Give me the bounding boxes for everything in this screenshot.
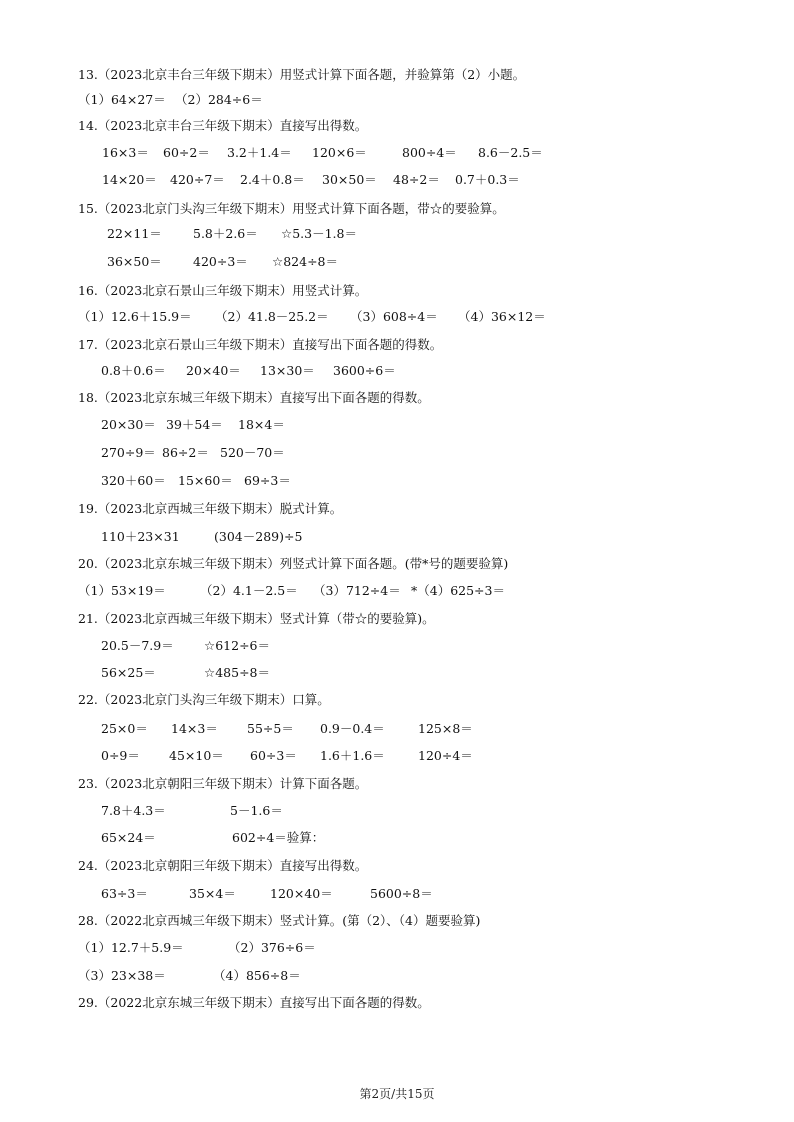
problem-item: 14×3＝ — [171, 721, 218, 736]
heading-text: 22.（2023北京门头沟三年级下期末）口算。 — [78, 692, 330, 707]
problem-item: 14×20＝ — [102, 172, 157, 187]
problem-item: 20.5－7.9＝ — [101, 638, 174, 653]
problem-item: 16×3＝ — [102, 145, 149, 160]
problem-item: ☆612÷6＝ — [204, 638, 270, 653]
problem-item: 5.8＋2.6＝ — [193, 226, 258, 241]
heading-text: 21.（2023北京西城三年级下期末）竖式计算（带☆的要验算)。 — [78, 611, 435, 626]
problem-item: 120÷4＝ — [418, 748, 473, 763]
problem-item: （2）376÷6＝ — [228, 940, 316, 955]
problem-item: （3）608÷4＝ — [350, 309, 438, 324]
problem-item: 1.6＋1.6＝ — [320, 748, 385, 763]
heading-text: 24.（2023北京朝阳三年级下期末）直接写出得数。 — [78, 858, 368, 873]
problem-item: 8.6－2.5＝ — [478, 145, 543, 160]
problem-item: 5600÷8＝ — [370, 886, 433, 901]
heading-text: 14.（2023北京丰台三年级下期末）直接写出得数。 — [78, 118, 368, 133]
problem-item: 36×50＝ — [107, 254, 162, 269]
problem-item: 60÷3＝ — [250, 748, 297, 763]
problem-item: 0.8＋0.6＝ — [101, 363, 166, 378]
problem-item: （4）856÷8＝ — [213, 968, 301, 983]
heading-text: 28.（2022北京西城三年级下期末）竖式计算。(第（2）、（4）题要验算) — [78, 913, 481, 928]
problem-item: 55÷5＝ — [247, 721, 294, 736]
problem-item: ☆824÷8＝ — [272, 254, 338, 269]
problem-item: 20×40＝ — [186, 363, 241, 378]
problem-item: 800÷4＝ — [402, 145, 457, 160]
problem-item: 18×4＝ — [238, 417, 285, 432]
problem-item: 3.2＋1.4＝ — [227, 145, 292, 160]
problem-item: 48÷2＝ — [393, 172, 440, 187]
problem-item: 270÷9＝ — [101, 445, 156, 460]
problem-item: （2）4.1－2.5＝ — [200, 583, 298, 598]
problem-item: 15×60＝ — [178, 473, 233, 488]
problem-item: 520－70＝ — [220, 445, 285, 460]
problem-item: 110＋23×31 — [101, 529, 180, 544]
heading-text: 15.（2023北京门头沟三年级下期末）用竖式计算下面各题，带☆的要验算。 — [78, 201, 505, 216]
problem-item: 120×6＝ — [312, 145, 367, 160]
problem-item: （1）12.7＋5.9＝ — [78, 940, 184, 955]
problem-item: 120×40＝ — [270, 886, 333, 901]
problem-item: 5－1.6＝ — [230, 803, 283, 818]
problem-item: 20×30＝ — [101, 417, 156, 432]
problem-item: 56×25＝ — [101, 665, 156, 680]
problem-item: 0÷9＝ — [101, 748, 140, 763]
problem-item: （1）64×27＝ — [78, 92, 166, 107]
heading-text: 29.（2022北京东城三年级下期末）直接写出下面各题的得数。 — [78, 995, 430, 1010]
heading-text: 18.（2023北京东城三年级下期末）直接写出下面各题的得数。 — [78, 390, 430, 405]
heading-text: 20.（2023北京东城三年级下期末）列竖式计算下面各题。(带*号的题要验算) — [78, 556, 509, 571]
problem-item: （1）12.6＋15.9＝ — [78, 309, 192, 324]
problem-item: 86÷2＝ — [162, 445, 209, 460]
problem-item: 3600÷6＝ — [333, 363, 396, 378]
page-footer: 第2页/共15页 — [359, 1087, 435, 1101]
problem-item: 0.9－0.4＝ — [320, 721, 385, 736]
problem-item: 7.8＋4.3＝ — [101, 803, 166, 818]
problem-item: 602÷4＝验算： — [232, 830, 325, 845]
problem-item: 2.4＋0.8＝ — [240, 172, 305, 187]
problem-item: ☆485÷8＝ — [204, 665, 270, 680]
problem-item: 35×4＝ — [189, 886, 236, 901]
problem-item: 63÷3＝ — [101, 886, 148, 901]
problem-item: 30×50＝ — [322, 172, 377, 187]
problem-item: （2）284÷6＝ — [175, 92, 263, 107]
problem-item: 45×10＝ — [169, 748, 224, 763]
problem-item: （1）53×19＝ — [78, 583, 166, 598]
heading-text: 19.（2023北京西城三年级下期末）脱式计算。 — [78, 501, 343, 516]
problem-item: （4）36×12＝ — [458, 309, 546, 324]
problem-item: 69÷3＝ — [244, 473, 291, 488]
heading-text: 13.（2023北京丰台三年级下期末）用竖式计算下面各题，并验算第（2）小题。 — [78, 67, 526, 82]
problem-item: *（4）625÷3＝ — [411, 583, 505, 598]
problem-item: 13×30＝ — [260, 363, 315, 378]
problem-item: （2）41.8－25.2＝ — [215, 309, 329, 324]
problem-item: (304－289)÷5 — [214, 529, 303, 544]
problem-item: 22×11＝ — [107, 226, 162, 241]
problem-item: 25×0＝ — [101, 721, 148, 736]
problem-item: ☆5.3－1.8＝ — [281, 226, 357, 241]
heading-text: 17.（2023北京石景山三年级下期末）直接写出下面各题的得数。 — [78, 337, 443, 352]
problem-item: 60÷2＝ — [163, 145, 210, 160]
problem-item: 0.7＋0.3＝ — [455, 172, 520, 187]
problem-item: （3）712÷4＝ — [313, 583, 401, 598]
problem-item: 125×8＝ — [418, 721, 473, 736]
problem-item: 320＋60＝ — [101, 473, 166, 488]
problem-item: 39＋54＝ — [166, 417, 223, 432]
heading-text: 23.（2023北京朝阳三年级下期末）计算下面各题。 — [78, 776, 368, 791]
problem-item: 420÷7＝ — [170, 172, 225, 187]
problem-item: （3）23×38＝ — [78, 968, 166, 983]
problem-item: 65×24＝ — [101, 830, 156, 845]
problem-item: 420÷3＝ — [193, 254, 248, 269]
heading-text: 16.（2023北京石景山三年级下期末）用竖式计算。 — [78, 283, 368, 298]
